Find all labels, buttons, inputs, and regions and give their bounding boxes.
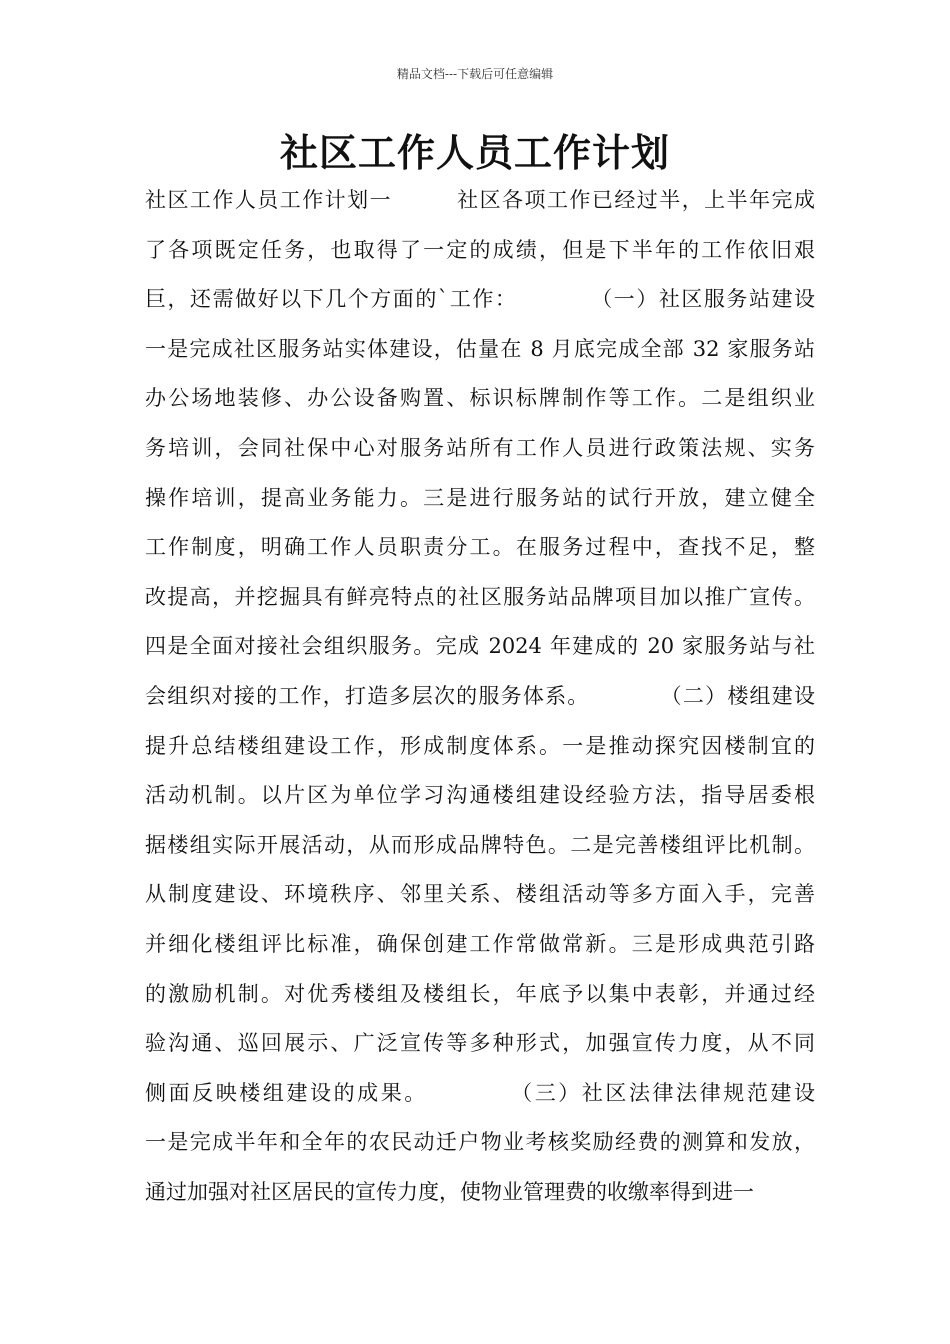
body-line: 四是全面对接社会组织服务。完成 2024 年建成的 20 家服务站与社 [145, 634, 815, 659]
body-line: 并细化楼组评比标准，确保创建工作常做常新。三是形成典范引路 [145, 931, 815, 956]
document-title: 社区工作人员工作计划 [279, 130, 670, 175]
body-line: 活动机制。以片区为单位学习沟通楼组建设经验方法，指导居委根 [145, 783, 815, 808]
body-line: 工作制度，明确工作人员职责分工。在服务过程中，查找不足，整 [145, 535, 815, 560]
body-line: 操作培训，提高业务能力。三是进行服务站的试行开放，建立健全 [145, 485, 815, 510]
body-line: 务培训，会同社保中心对服务站所有工作人员进行政策法规、实务 [145, 435, 815, 460]
body-line: 据楼组实际开展活动，从而形成品牌特色。二是完善楼组评比机制。 [145, 832, 815, 857]
body-line: 一是完成社区服务站实体建设，估量在 8 月底完成全部 32 家服务站 [145, 336, 815, 361]
document-body [145, 180, 815, 1221]
body-line: 巨，还需做好以下几个方面的`工作： （一）社区服务站建设 [145, 287, 815, 312]
body-line: 会组织对接的工作，打造多层次的服务体系。 （二）楼组建设 [145, 683, 815, 708]
body-line: 验沟通、巡回展示、广泛宣传等多种形式，加强宣传力度，从不同 [145, 1031, 815, 1056]
page-header: 精品文档---下载后可任意编辑 [396, 67, 554, 81]
body-line: 一是完成半年和全年的农民动迁户物业考核奖励经费的测算和发放， [145, 1130, 815, 1155]
body-line: 了各项既定任务，也取得了一定的成绩，但是下半年的工作依旧艰 [145, 237, 815, 262]
body-line: 通过加强对社区居民的宣传力度，使物业管理费的收缴率得到进一 [145, 1179, 754, 1204]
body-line: 改提高，并挖掘具有鲜亮特点的社区服务站品牌项目加以推广宣传。 [145, 584, 815, 609]
body-line: 的激励机制。对优秀楼组及楼组长，年底予以集中表彰，并通过经 [145, 981, 815, 1006]
body-line: 提升总结楼组建设工作，形成制度体系。一是推动探究因楼制宜的 [145, 733, 815, 758]
body-line: 办公场地装修、办公设备购置、标识标牌制作等工作。二是组织业 [145, 386, 815, 411]
body-line: 从制度建设、环境秩序、邻里关系、楼组活动等多方面入手，完善 [145, 882, 815, 907]
body-line: 社区工作人员工作计划一 社区各项工作已经过半，上半年完成 [145, 188, 815, 212]
body-line: 侧面反映楼组建设的成果。 （三）社区法律法律规范建设 [145, 1080, 815, 1105]
